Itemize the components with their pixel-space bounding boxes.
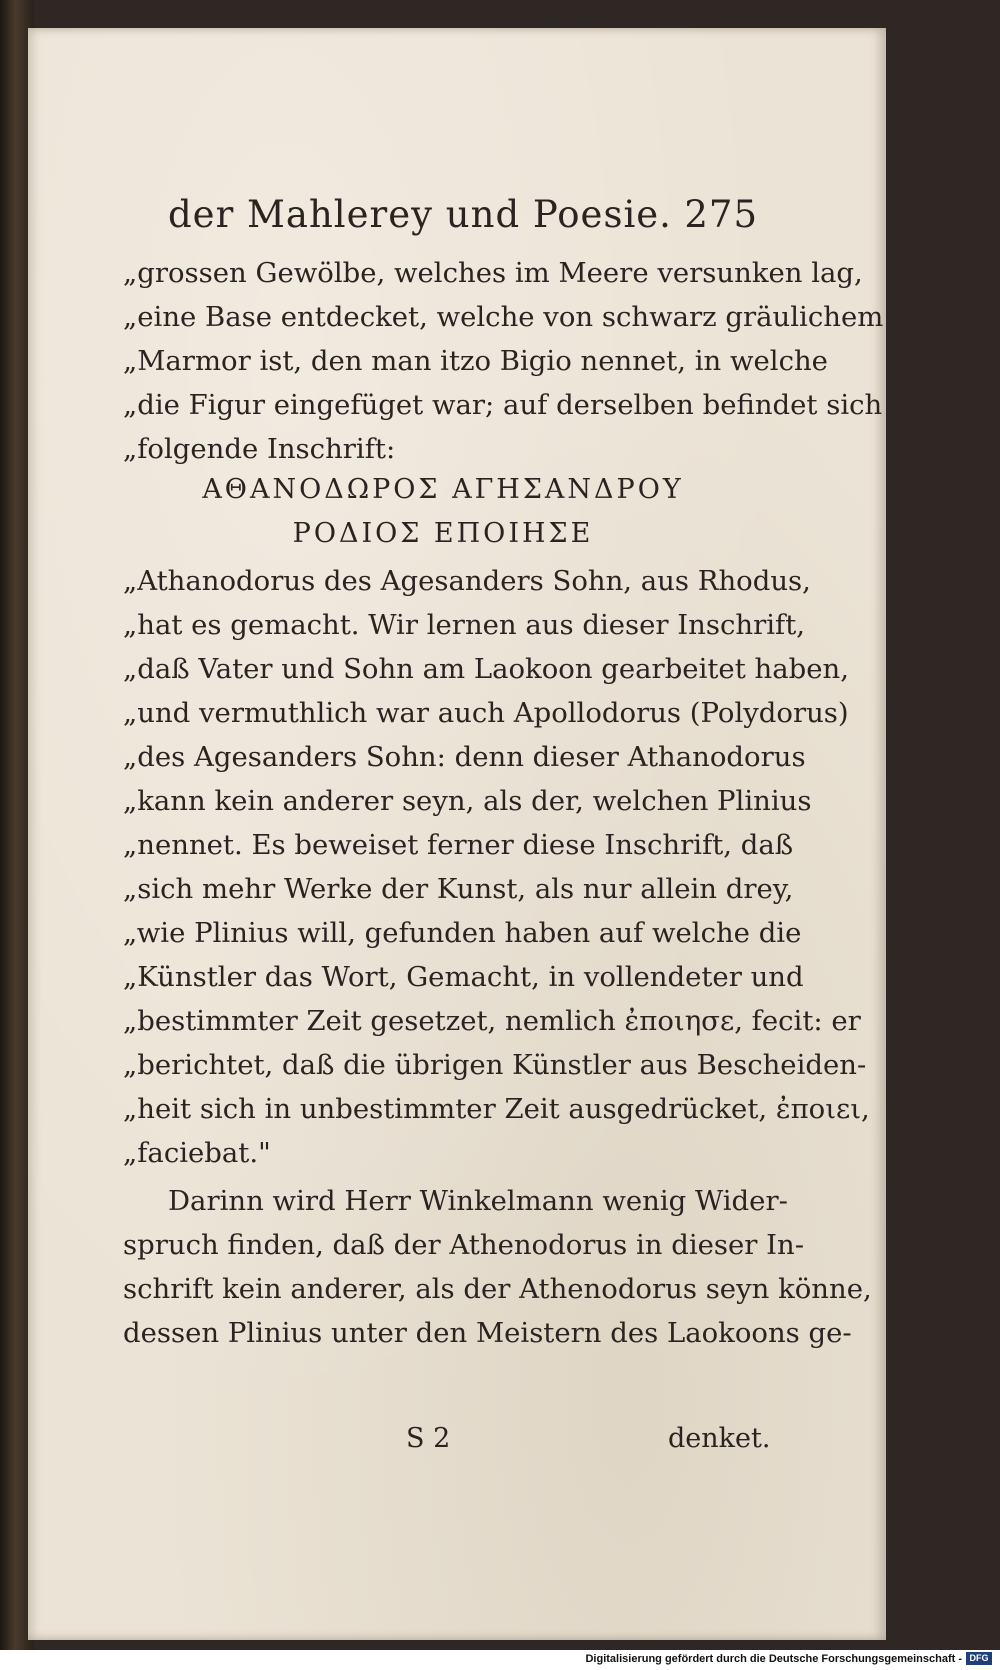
text-line: Darinn wird Herr Winkelmann wenig Wider- xyxy=(168,1185,788,1217)
text-line: „faciebat." xyxy=(123,1137,271,1169)
signature-mark: S 2 xyxy=(406,1423,451,1454)
text-line: „folgende Inschrift: xyxy=(123,433,396,465)
text-line: „hat es gemacht. Wir lernen aus dieser Inschrift, xyxy=(123,609,806,641)
text-line: „daß Vater und Sohn am Laokoon gearbeitet haben, xyxy=(123,653,849,685)
text-line: „wie Plinius will, gefunden haben auf welche die xyxy=(123,917,802,949)
text-line: „Marmor ist, den man itzo Bigio nennet, in welche xyxy=(123,345,828,377)
text-line: spruch finden, daß der Athenodorus in dieser In- xyxy=(123,1229,805,1261)
text-line: schrift kein anderer, als der Athenodorus seyn könne, xyxy=(123,1273,872,1305)
inscription-line-1: ΑΘΑΝΟΔΩΡΟΣ ΑΓΗΣΑΝΔΡΟΥ xyxy=(202,474,684,505)
text-line: „heit sich in unbestimmter Zeit ausgedrücket, ἐποιει, xyxy=(123,1093,870,1125)
running-head-title: der Mahlerey und Poesie. xyxy=(168,193,672,236)
text-line: „Künstler das Wort, Gemacht, in vollendeter und xyxy=(123,961,804,993)
catchword: denket. xyxy=(668,1423,771,1454)
text-line: „Athanodorus des Agesanders Sohn, aus Rhodus, xyxy=(123,565,811,597)
text-line: dessen Plinius unter den Meistern des Laokoons ge- xyxy=(123,1317,852,1349)
text-line: „kann kein anderer seyn, als der, welchen Plinius xyxy=(123,785,812,817)
text-line: „die Figur eingefüget war; auf derselben befindet sich xyxy=(123,389,883,421)
inscription-line-2: ΡΟΔΙΟΣ ΕΠΟΙΗΣΕ xyxy=(292,518,594,549)
footer-credit: Digitalisierung gefördert durch die Deutsche Forschungsgemeinschaft - xyxy=(585,1653,962,1665)
book-page xyxy=(28,28,886,1640)
text-line: „bestimmter Zeit gesetzet, nemlich ἐποιησε, fecit: er xyxy=(123,1005,861,1037)
text-line: „sich mehr Werke der Kunst, als nur allein drey, xyxy=(123,873,794,905)
dfg-logo: DFG xyxy=(966,1652,992,1665)
text-line: „nennet. Es beweiset ferner diese Inschrift, daß xyxy=(123,829,794,861)
page-number: 275 xyxy=(684,193,758,236)
text-line: „berichtet, daß die übrigen Künstler aus Bescheiden- xyxy=(123,1049,867,1081)
text-line: „des Agesanders Sohn: denn dieser Athanodorus xyxy=(123,741,806,773)
text-line: „grossen Gewölbe, welches im Meere versunken lag, xyxy=(123,257,863,289)
text-line: „und vermuthlich war auch Apollodorus (Polydorus) xyxy=(123,697,849,729)
text-line: „eine Base entdecket, welche von schwarz gräulichem xyxy=(123,301,884,333)
running-head xyxy=(168,193,758,243)
